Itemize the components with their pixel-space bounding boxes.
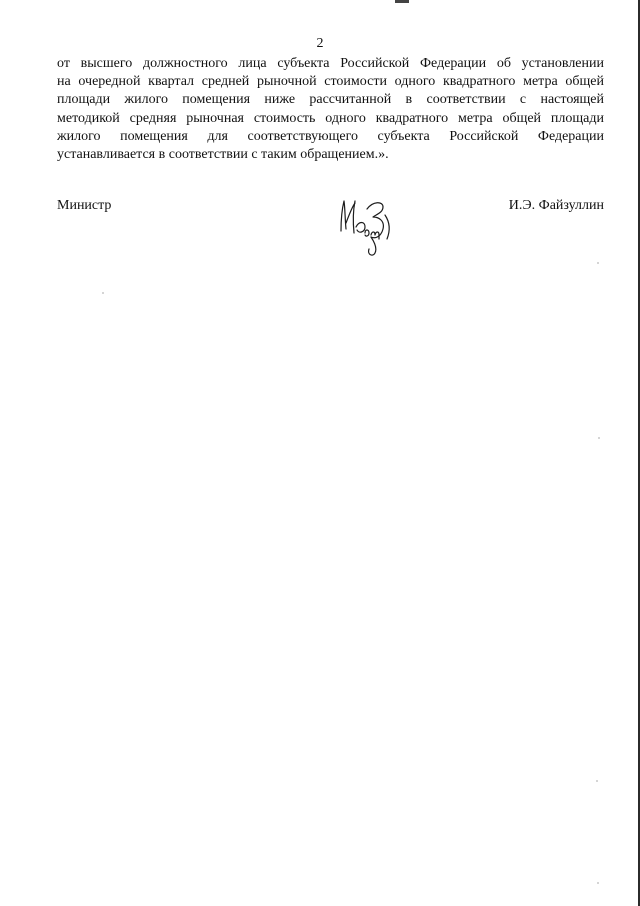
scan-speck	[102, 292, 104, 294]
signatory-position: Министр	[57, 198, 112, 213]
signatory-name: И.Э. Файзуллин	[508, 198, 604, 213]
page-number: 2	[316, 36, 324, 51]
scan-speck	[596, 780, 598, 782]
scan-speck	[597, 262, 599, 264]
scan-top-mark	[395, 0, 409, 3]
paragraph-line: жилого помещения для соответствующего субъекта Российской Федерации	[57, 128, 604, 144]
paragraph-line: от высшего должностного лица субъекта Российской Федерации об установлении	[57, 56, 604, 71]
body-paragraph	[57, 55, 604, 164]
paragraph-line: на очередной квартал средней рыночной стоимости одного квадратного метра общей	[57, 74, 604, 90]
paragraph-line: устанавливается в соответствии с таким обращением.».	[57, 147, 389, 163]
scan-speck	[597, 882, 599, 884]
handwritten-signature	[335, 193, 397, 257]
scan-speck	[598, 437, 600, 439]
signature-block	[57, 193, 604, 263]
paragraph-line: площади жилого помещения ниже рассчитанной в соответствии с настоящей	[57, 92, 604, 108]
paragraph-line: методикой средняя рыночная стоимость одного квадратного метра общей площади	[57, 110, 604, 126]
